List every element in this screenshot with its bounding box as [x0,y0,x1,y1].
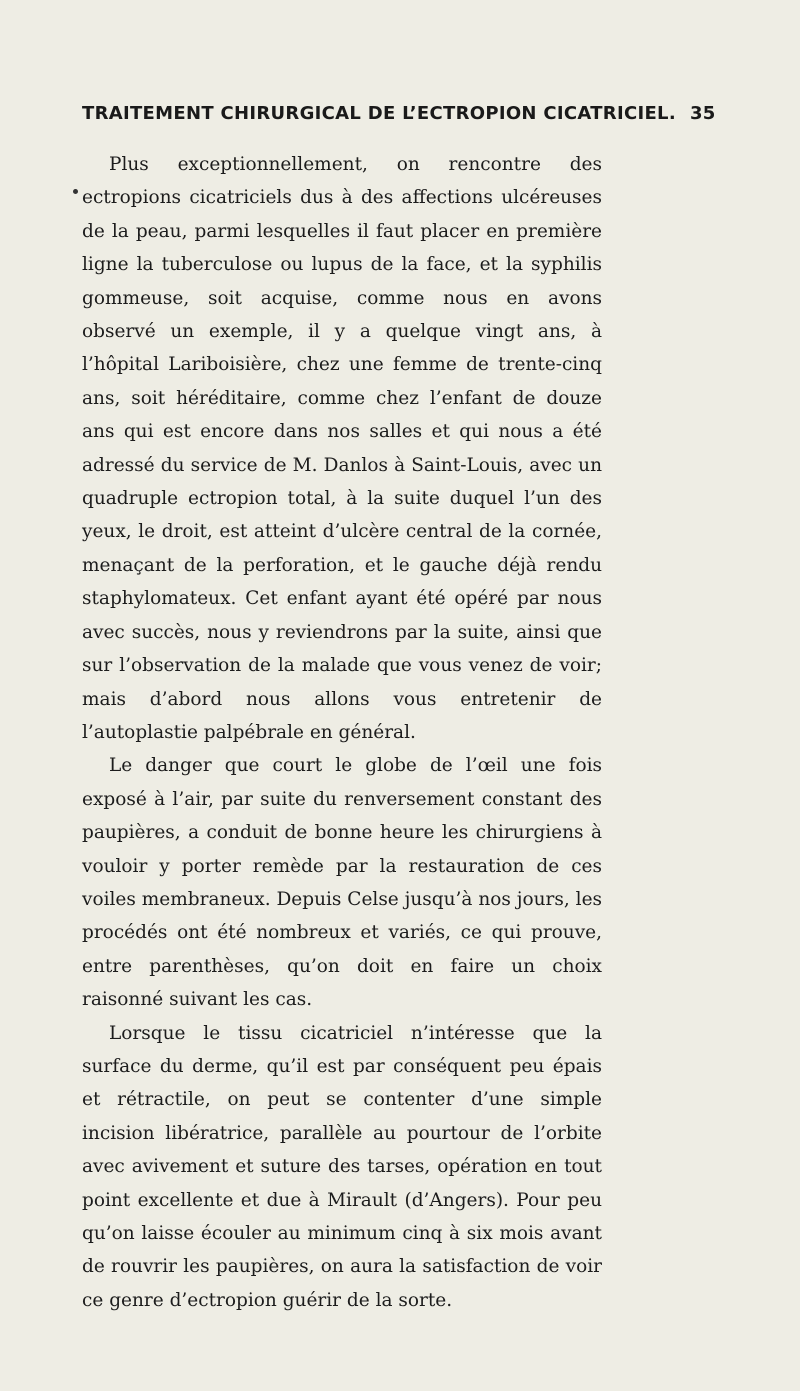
running-header [82,103,716,124]
running-title: TRAITEMENT CHIRURGICAL DE L’ECTROPION CICATRICIEL. [82,103,676,124]
body-text [82,148,602,1317]
paragraph-1: Plus exceptionnellement, on rencontre des ectropions cicatriciels dus à des affections ulcéreuses de la peau, parmi lesquelles il faut placer en première ligne la tuberculose ou lupus de la face, et la syphilis gommeuse, soit acquise, comme nous en avons observé un exemple, il y a quelque vingt ans, à l’hôpital Lariboisière, chez une femme de trente-cinq ans, soit héréditaire, comme chez l’enfant de douze ans qui est encore dans nos salles et qui nous a été adressé du service de M. Danlos à Saint-Louis, avec un quadruple ectropion total, à la suite duquel l’un des yeux, le droit, est atteint d’ulcère central de la cornée, menaçant de la perforation, et le gauche déjà rendu staphylomateux. Cet enfant ayant été opéré par nous avec succès, nous y reviendrons par la suite, ainsi que sur l’observation de la malade que vous venez de voir; mais d’abord nous allons vous entretenir de l’autoplastie palpébrale en général. [82,154,602,743]
page-number: 35 [689,103,716,124]
margin-dot [73,189,78,194]
paragraph-2: Le danger que court le globe de l’œil une fois exposé à l’air, par suite du renversement constant des paupières, a conduit de bonne heure les chirurgiens à vouloir y porter remède par la restauration de ces voiles membraneux. Depuis Celse jusqu’à nos jours, les procédés ont été nombreux et variés, ce qui prouve, entre parenthèses, qu’on doit en faire un choix raisonné suivant les cas. [82,755,603,1011]
paragraph-3: Lorsque le tissu cicatriciel n’intéresse que la surface du derme, qu’il est par conséquent peu épais et rétractile, on peut se contenter d’une simple incision libératrice, parallèle au pourtour de l’orbite avec avivement et suture des tarses, opération en tout point excellente et due à Mirault (d’Angers). Pour peu qu’on laisse écouler au minimum cinq à six mois avant de rouvrir les paupières, on aura la satisfaction de voir ce genre d’ectropion guérir de la sorte. [82,1022,602,1311]
